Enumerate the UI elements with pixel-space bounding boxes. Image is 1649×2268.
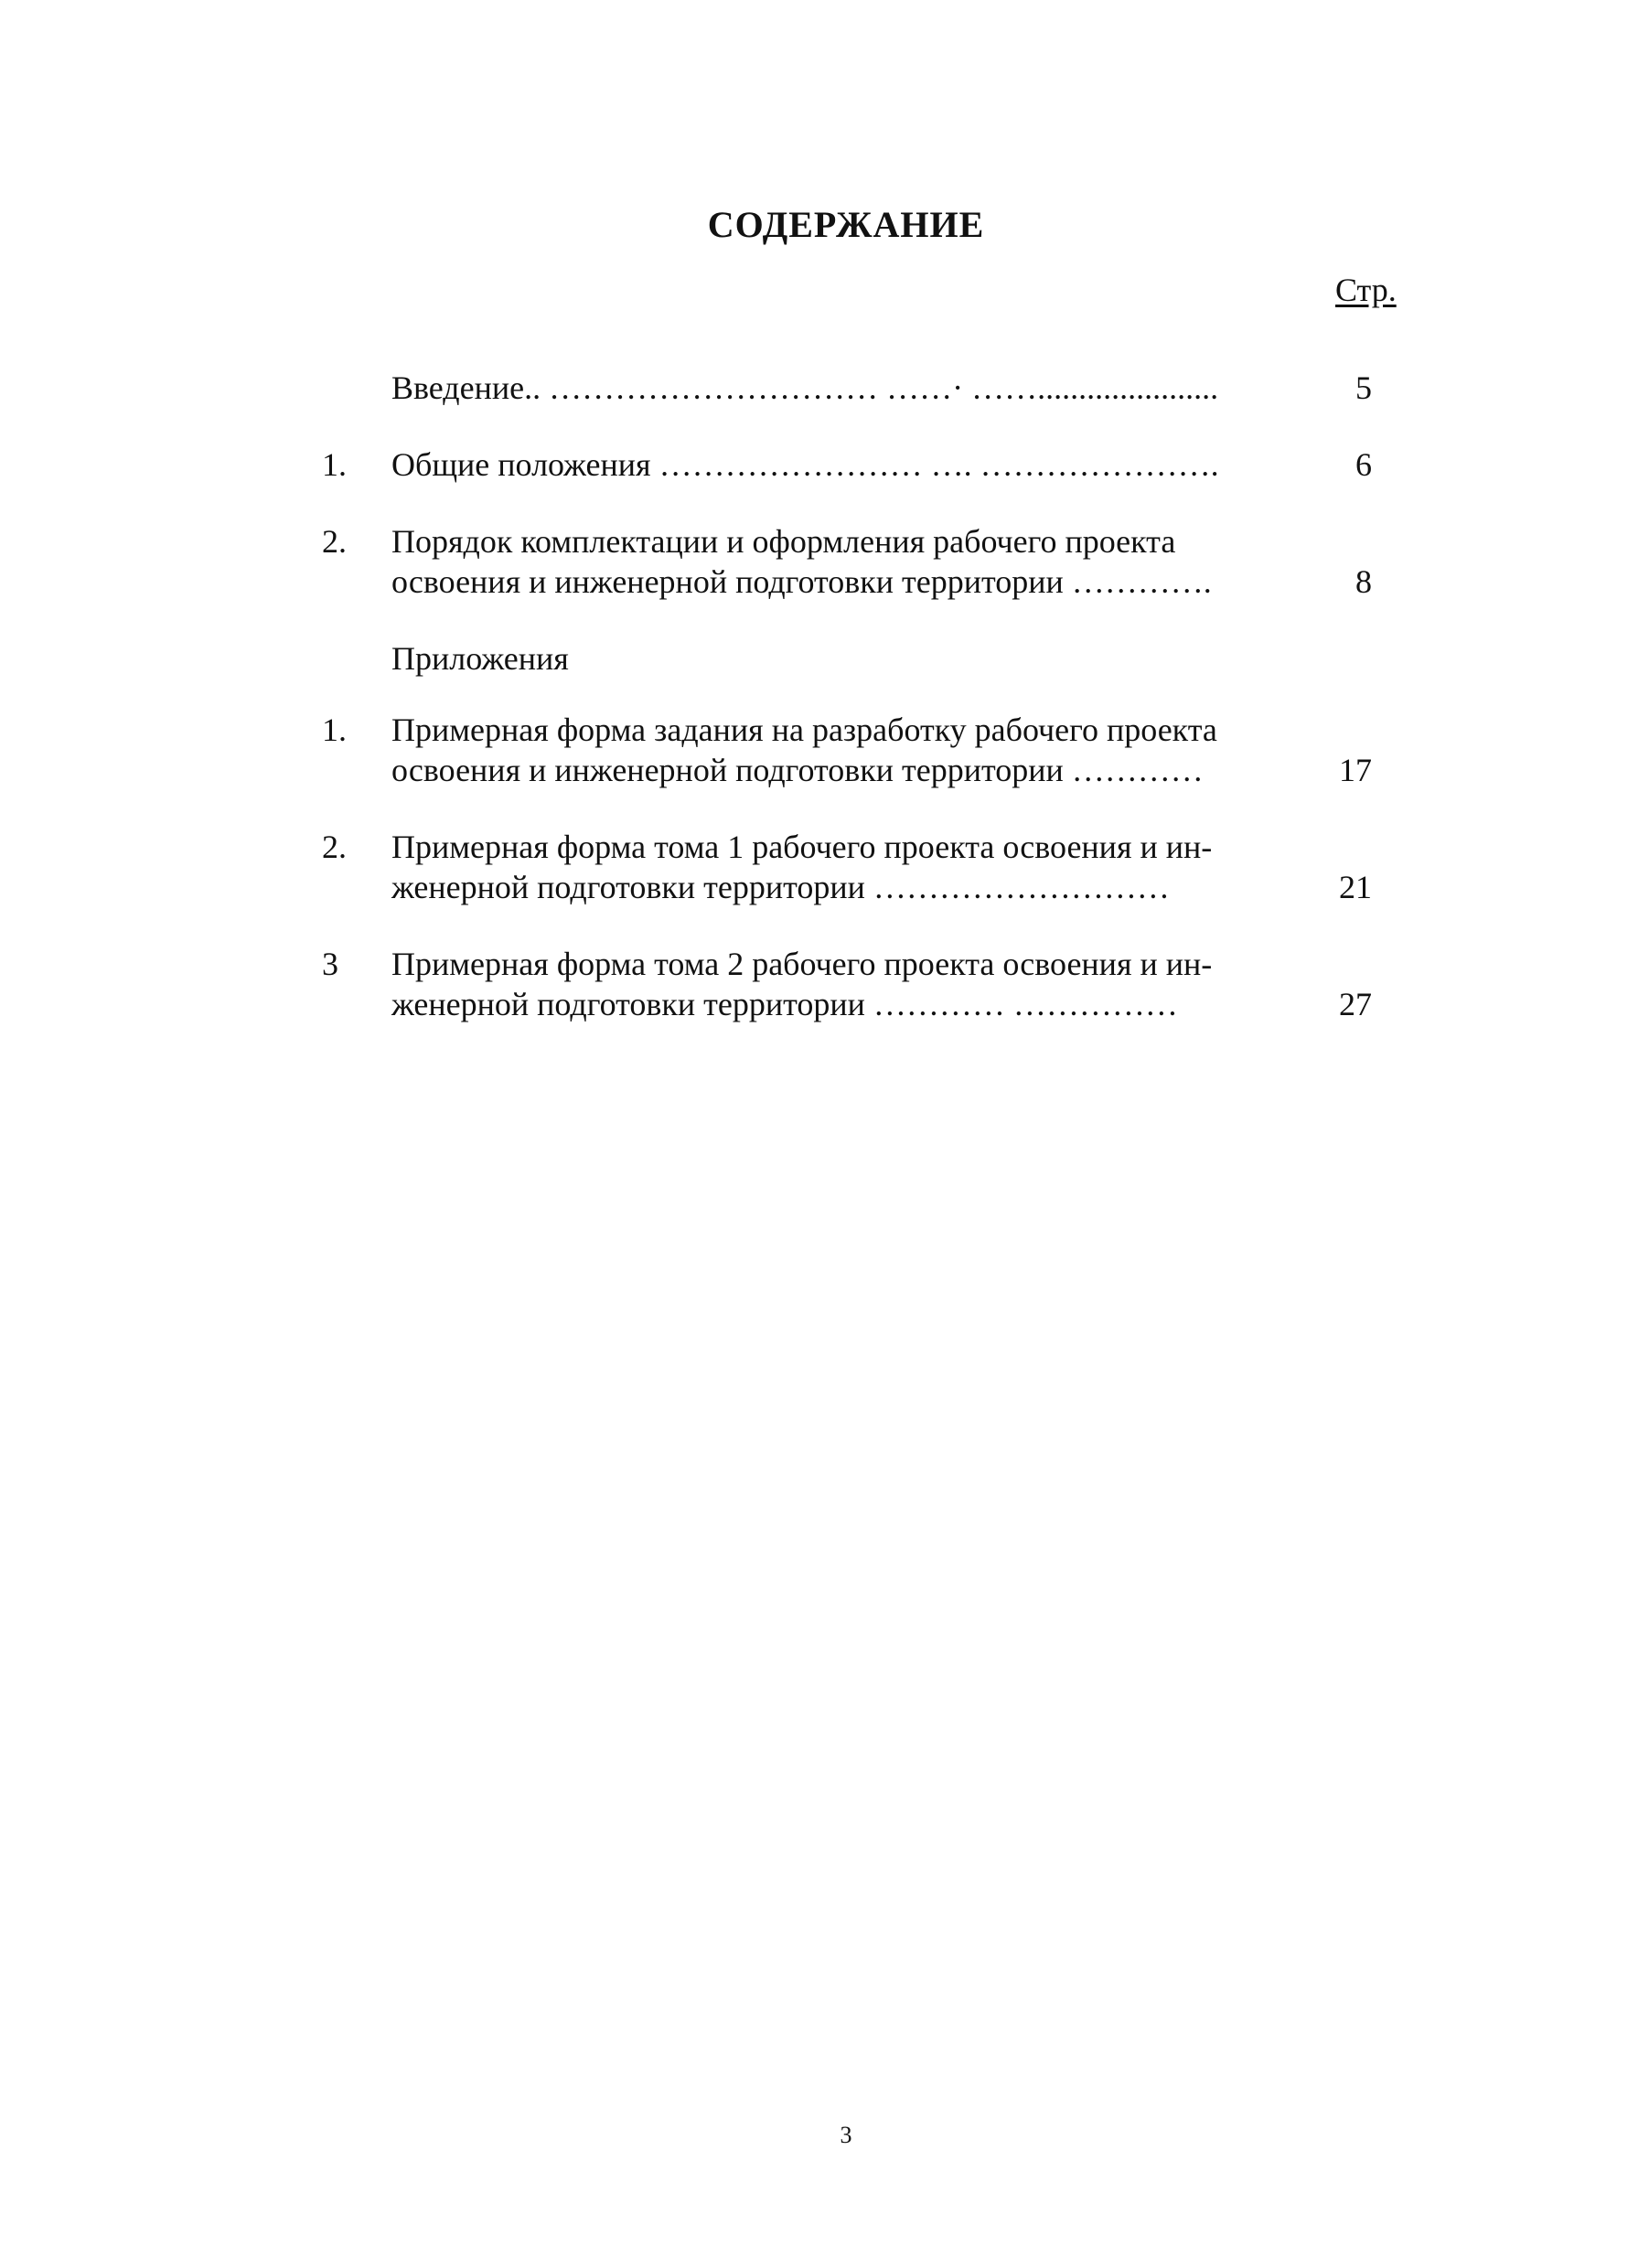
- page-number: 3: [840, 2122, 852, 2148]
- toc-entry-text: [391, 710, 1306, 790]
- toc-entry-page: 8: [1355, 563, 1372, 600]
- toc-entry-page: 5: [1355, 369, 1372, 406]
- toc-entry-page: 6: [1355, 446, 1372, 483]
- toc-entry-line: Примерная форма задания на разработку рабочего проекта: [391, 711, 1217, 748]
- toc-entry-line: Примерная форма тома 2 рабочего проекта освоения и ин-: [391, 946, 1213, 982]
- toc-entry-text: [391, 368, 1306, 408]
- toc-entry-page: 21: [1339, 869, 1372, 905]
- toc-entry-page: 27: [1339, 986, 1372, 1022]
- toc-entry-line: освоения и инженерной подготовки территории ………….: [391, 563, 1212, 600]
- toc-entry-text: [391, 944, 1306, 1024]
- toc-entry-text: [391, 521, 1306, 602]
- toc-entry-number: 2.: [322, 523, 347, 560]
- toc-entry-line: Примерная форма тома 1 рабочего проекта освоения и ин-: [391, 829, 1213, 865]
- document-title: СОДЕРЖАНИЕ: [707, 204, 985, 245]
- toc-entry-text: [391, 444, 1306, 485]
- toc-entry-number: 2.: [322, 829, 347, 865]
- toc-entry-line: женерной подготовки территории ………………………: [391, 869, 1170, 905]
- page-column-label: Стр.: [1335, 272, 1397, 308]
- toc-entry-page: 17: [1339, 752, 1372, 788]
- toc-entry-line: Порядок комплектации и оформления рабочего проекта: [391, 523, 1176, 560]
- toc-entry-number: 3: [322, 946, 338, 982]
- appendix-heading: Приложения: [391, 640, 569, 677]
- toc-entry-text: [391, 827, 1306, 907]
- toc-entry-line: Введение.. ………………………… ……· ……......................: [391, 369, 1219, 406]
- toc-entry-line: Общие положения …………………… …. ………………….: [391, 446, 1219, 483]
- toc-entry-number: 1.: [322, 446, 347, 483]
- toc-entry-number: 1.: [322, 711, 347, 748]
- toc-entry-line: женерной подготовки территории ………… ……………: [391, 986, 1178, 1022]
- toc-entry-line: освоения и инженерной подготовки территории …………: [391, 752, 1204, 788]
